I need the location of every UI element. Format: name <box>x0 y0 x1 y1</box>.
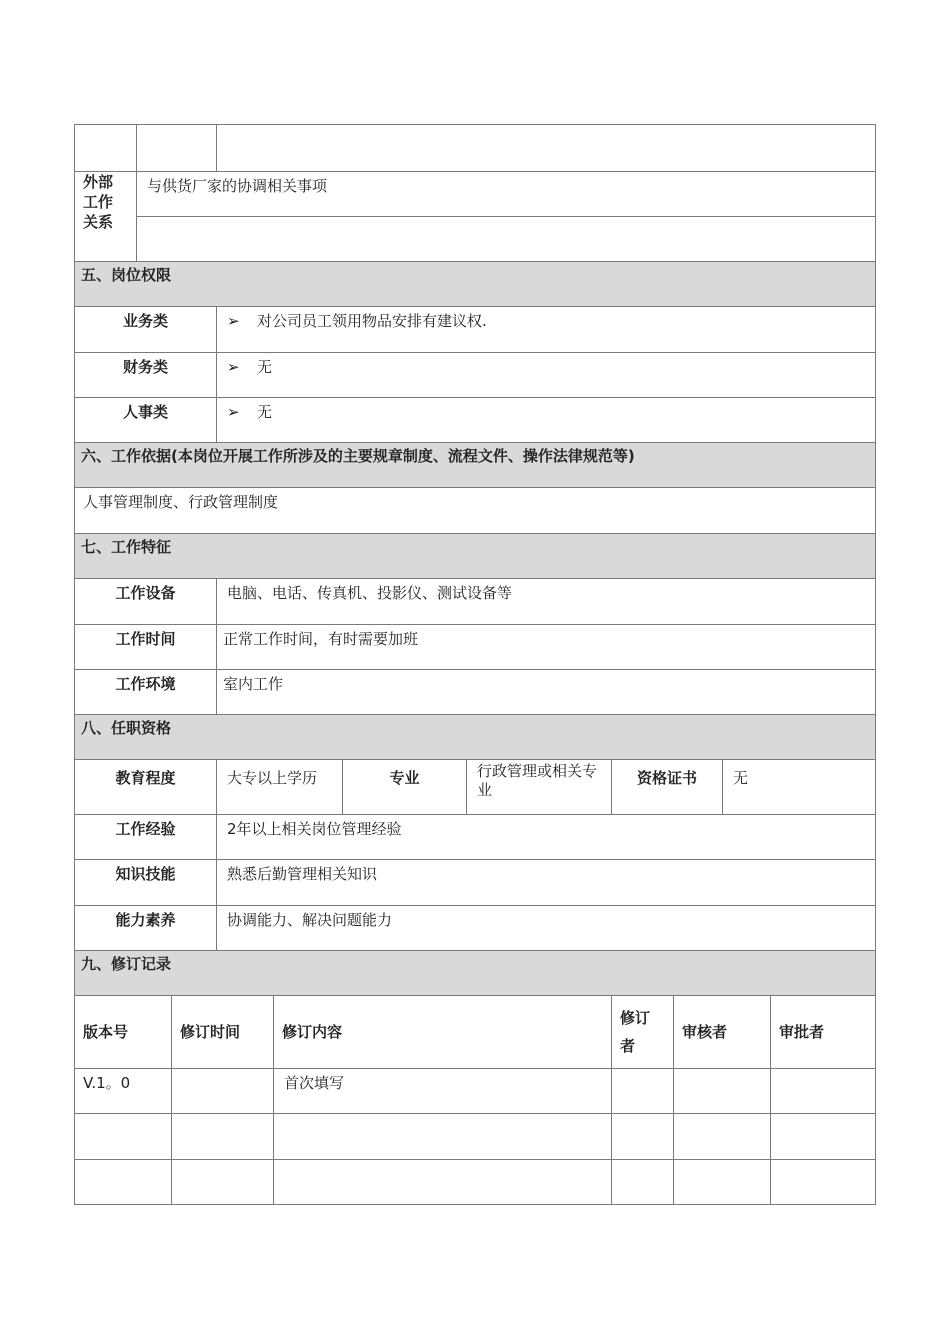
work-features-table <box>74 533 876 715</box>
feature-value: 室内工作 <box>217 670 876 715</box>
qualification-label: 能力素养 <box>75 906 217 951</box>
table-cell <box>674 1114 771 1160</box>
column-header: 修订者 <box>612 996 674 1069</box>
table-cell <box>771 1069 876 1114</box>
work-basis-content: 人事管理制度、行政管理制度 <box>75 488 876 534</box>
feature-value: 正常工作时间，有时需要加班 <box>217 625 876 670</box>
section-title: 九、修订记录 <box>75 951 876 996</box>
column-header: 版本号 <box>75 996 172 1069</box>
table-cell: 首次填写 <box>274 1069 612 1114</box>
revision-record-table <box>74 950 876 1205</box>
authority-value: ➢ 对公司员工领用物品安排有建议权. <box>217 307 876 353</box>
authority-value: ➢ 无 <box>217 398 876 443</box>
table-cell <box>274 1114 612 1160</box>
table-cell <box>674 1160 771 1205</box>
table-cell <box>172 1069 274 1114</box>
table-cell <box>172 1160 274 1205</box>
column-header: 修订内容 <box>274 996 612 1069</box>
blank-cell <box>217 125 876 172</box>
qualification-value: 协调能力、解决问题能力 <box>217 906 876 951</box>
arrow-bullet-icon: ➢ <box>227 312 240 330</box>
table-row <box>75 1069 876 1114</box>
qualifications-table <box>74 714 876 951</box>
table-row <box>75 1160 876 1205</box>
blank-row <box>75 125 876 172</box>
arrow-bullet-icon: ➢ <box>227 358 240 376</box>
work-basis-table <box>74 442 876 534</box>
table-cell <box>75 1114 172 1160</box>
section-title: 七、工作特征 <box>75 534 876 579</box>
blank-cell <box>75 125 137 172</box>
major-label: 专业 <box>343 760 467 815</box>
external-relations-value: 与供货厂家的协调相关事项 <box>137 172 876 217</box>
arrow-bullet-icon: ➢ <box>227 403 240 421</box>
table-cell: V.1。0 <box>75 1069 172 1114</box>
external-relations-value-2 <box>137 217 876 262</box>
authority-value: ➢ 无 <box>217 353 876 398</box>
education-label: 教育程度 <box>75 760 217 815</box>
table-header-row <box>75 996 876 1069</box>
table-cell <box>771 1114 876 1160</box>
table-cell <box>612 1114 674 1160</box>
external-relations-table <box>74 124 876 262</box>
table-row <box>75 1114 876 1160</box>
education-value: 大专以上学历 <box>217 760 343 815</box>
qualification-value: 2年以上相关岗位管理经验 <box>217 815 876 860</box>
qualification-label: 工作经验 <box>75 815 217 860</box>
external-relations-label: 外部 工作 关系 <box>75 172 137 262</box>
table-cell <box>612 1160 674 1205</box>
authority-label: 人事类 <box>75 398 217 443</box>
table-cell <box>771 1160 876 1205</box>
authority-label: 业务类 <box>75 307 217 353</box>
qualification-label: 知识技能 <box>75 860 217 906</box>
column-header: 修订时间 <box>172 996 274 1069</box>
table-cell <box>75 1160 172 1205</box>
column-header: 审核者 <box>674 996 771 1069</box>
authority-table <box>74 261 876 443</box>
section-title: 五、岗位权限 <box>75 262 876 307</box>
feature-label: 工作设备 <box>75 579 217 625</box>
feature-label: 工作时间 <box>75 625 217 670</box>
section-title: 六、工作依据(本岗位开展工作所涉及的主要规章制度、流程文件、操作法律规范等) <box>75 443 876 488</box>
certificate-label: 资格证书 <box>612 760 723 815</box>
authority-label: 财务类 <box>75 353 217 398</box>
section-title: 八、任职资格 <box>75 715 876 760</box>
table-cell <box>172 1114 274 1160</box>
table-cell <box>612 1069 674 1114</box>
qualification-value: 熟悉后勤管理相关知识 <box>217 860 876 906</box>
feature-label: 工作环境 <box>75 670 217 715</box>
major-value: 行政管理或相关专业 <box>467 760 612 815</box>
table-cell <box>674 1069 771 1114</box>
blank-cell <box>137 125 217 172</box>
table-cell <box>274 1160 612 1205</box>
column-header: 审批者 <box>771 996 876 1069</box>
feature-value: 电脑、电话、传真机、投影仪、测试设备等 <box>217 579 876 625</box>
certificate-value: 无 <box>723 760 876 815</box>
